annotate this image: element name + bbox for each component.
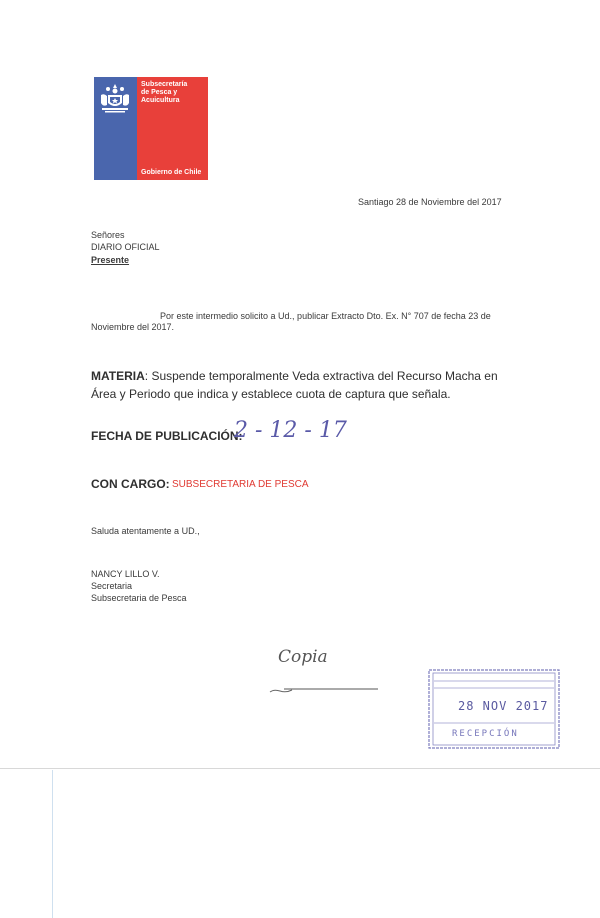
coat-of-arms-icon [96, 81, 134, 115]
closing-line: Saluda atentamente a UD., [91, 526, 200, 536]
logo-text-line1: Subsecretaría [141, 81, 188, 88]
body-line2: Noviembre del 2017. [91, 322, 175, 332]
logo-footer: Gobierno de Chile [141, 169, 202, 176]
date-line: Santiago 28 de Noviembre del 2017 [358, 197, 502, 207]
government-logo [94, 77, 208, 180]
logo-blue-panel [94, 77, 137, 180]
recipient-line3: Presente [91, 255, 130, 265]
body-line1: Por este intermedio solicito a Ud., publicar Extracto Dto. Ex. N° 707 de fecha 23 de [160, 311, 491, 321]
logo-text-line2: de Pesca y [141, 89, 178, 96]
recipient-line1: Señores [91, 230, 125, 240]
materia-line2: Área y Periodo que indica y establece cuota de captura que señala. [91, 387, 451, 401]
signer-title: Secretaria [91, 581, 133, 591]
charge-label: CON CARGO: [91, 477, 170, 491]
charge-value: SUBSECRETARIA DE PESCA [172, 479, 309, 490]
signer-org: Subsecretaria de Pesca [91, 593, 187, 603]
materia-text1: : Suspende temporalmente Veda extractiva del Recurso Macha en [144, 369, 498, 383]
materia-line1 [91, 369, 498, 383]
materia-label: MATERIA [91, 369, 145, 383]
handwritten-mark: Copia [278, 647, 328, 667]
stamp-date: 28 NOV 2017 [458, 699, 549, 713]
publication-date-handwritten: 2 - 12 - 17 [234, 418, 347, 443]
stamp-footer: RECEPCIÓN [452, 729, 519, 739]
margin-line [52, 770, 53, 918]
signer-name: NANCY LILLO V. [91, 569, 160, 579]
reception-stamp [428, 669, 560, 749]
recipient-line2: DIARIO OFICIAL [91, 242, 160, 252]
page-separator [0, 768, 600, 769]
signature-strokes [268, 680, 382, 696]
publication-label: FECHA DE PUBLICACIÓN: [91, 429, 243, 443]
logo-text-line3: Acuicultura [141, 97, 180, 104]
